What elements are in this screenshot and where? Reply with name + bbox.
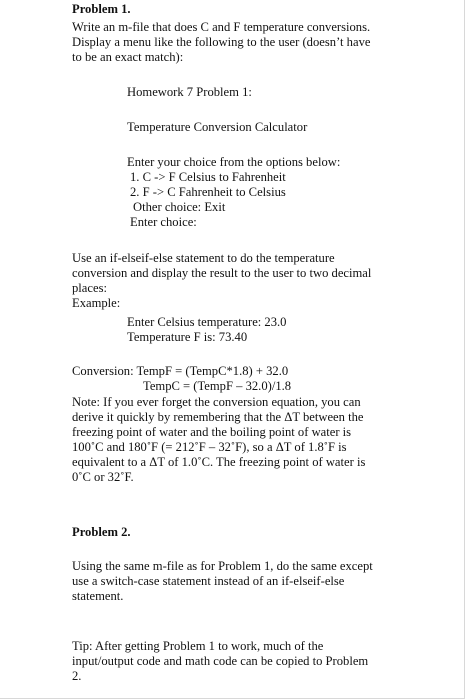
menu-option-other: Other choice: Exit: [133, 200, 226, 214]
problem-1-title: Problem 1.: [72, 2, 131, 16]
note-line-3: freezing point of water and the boiling point of water is: [72, 425, 352, 439]
note-line-1: Note: If you ever forget the conversion equation, you can: [72, 395, 361, 409]
tip-line-1: Tip: After getting Problem 1 to work, much of the: [72, 639, 324, 653]
note-line-2: derive it quickly by remembering that the ΔT between the: [72, 410, 364, 424]
menu-calculator-title: Temperature Conversion Calculator: [127, 120, 308, 134]
problem-2-body-line-2: use a switch-case statement instead of an if-elseif-else: [72, 574, 345, 588]
conversion-line-1: Conversion: TempF = (TempC*1.8) + 32.0: [72, 364, 289, 378]
problem-2-body-line-3: statement.: [72, 589, 124, 603]
instructions-line-2: conversion and display the result to the user to two decimal: [72, 266, 372, 280]
note-line-6: 0˚C or 32˚F.: [72, 470, 134, 484]
menu-prompt: Enter your choice from the options below:: [127, 155, 341, 169]
instructions-line-3: places:: [72, 281, 107, 295]
instructions-line-1: Use an if-elseif-else statement to do the temperature: [72, 251, 335, 265]
note-line-5: equivalent to a ΔT of 1.0˚C. The freezing point of water is: [72, 455, 366, 469]
example-label: Example:: [72, 296, 121, 310]
problem-2-body-line-1: Using the same m-file as for Problem 1, do the same except: [72, 559, 373, 573]
tip-line-3: 2.: [72, 669, 82, 683]
example-line-2: Temperature F is: 73.40: [127, 330, 248, 344]
problem-1-intro-line-3: to be an exact match):: [72, 50, 184, 64]
tip-line-2: input/output code and math code can be copied to Problem: [72, 654, 369, 668]
problem-2-title: Problem 2.: [72, 525, 131, 539]
example-line-1: Enter Celsius temperature: 23.0: [127, 315, 287, 329]
problem-1-intro-line-2: Display a menu like the following to the user (doesn’t have: [72, 35, 371, 49]
problem-1-intro-line-1: Write an m-file that does C and F temperature conversions.: [72, 20, 371, 34]
conversion-line-2: TempC = (TempF – 32.0)/1.8: [143, 379, 292, 393]
menu-enter-choice: Enter choice:: [130, 215, 197, 229]
menu-option-2: 2. F -> C Fahrenheit to Celsius: [130, 185, 286, 199]
menu-heading: Homework 7 Problem 1:: [127, 85, 252, 99]
note-line-4: 100˚C and 180˚F (= 212˚F – 32˚F), so a ΔT of 1.8˚F is: [72, 440, 347, 454]
menu-option-1: 1. C -> F Celsius to Fahrenheit: [130, 170, 286, 184]
